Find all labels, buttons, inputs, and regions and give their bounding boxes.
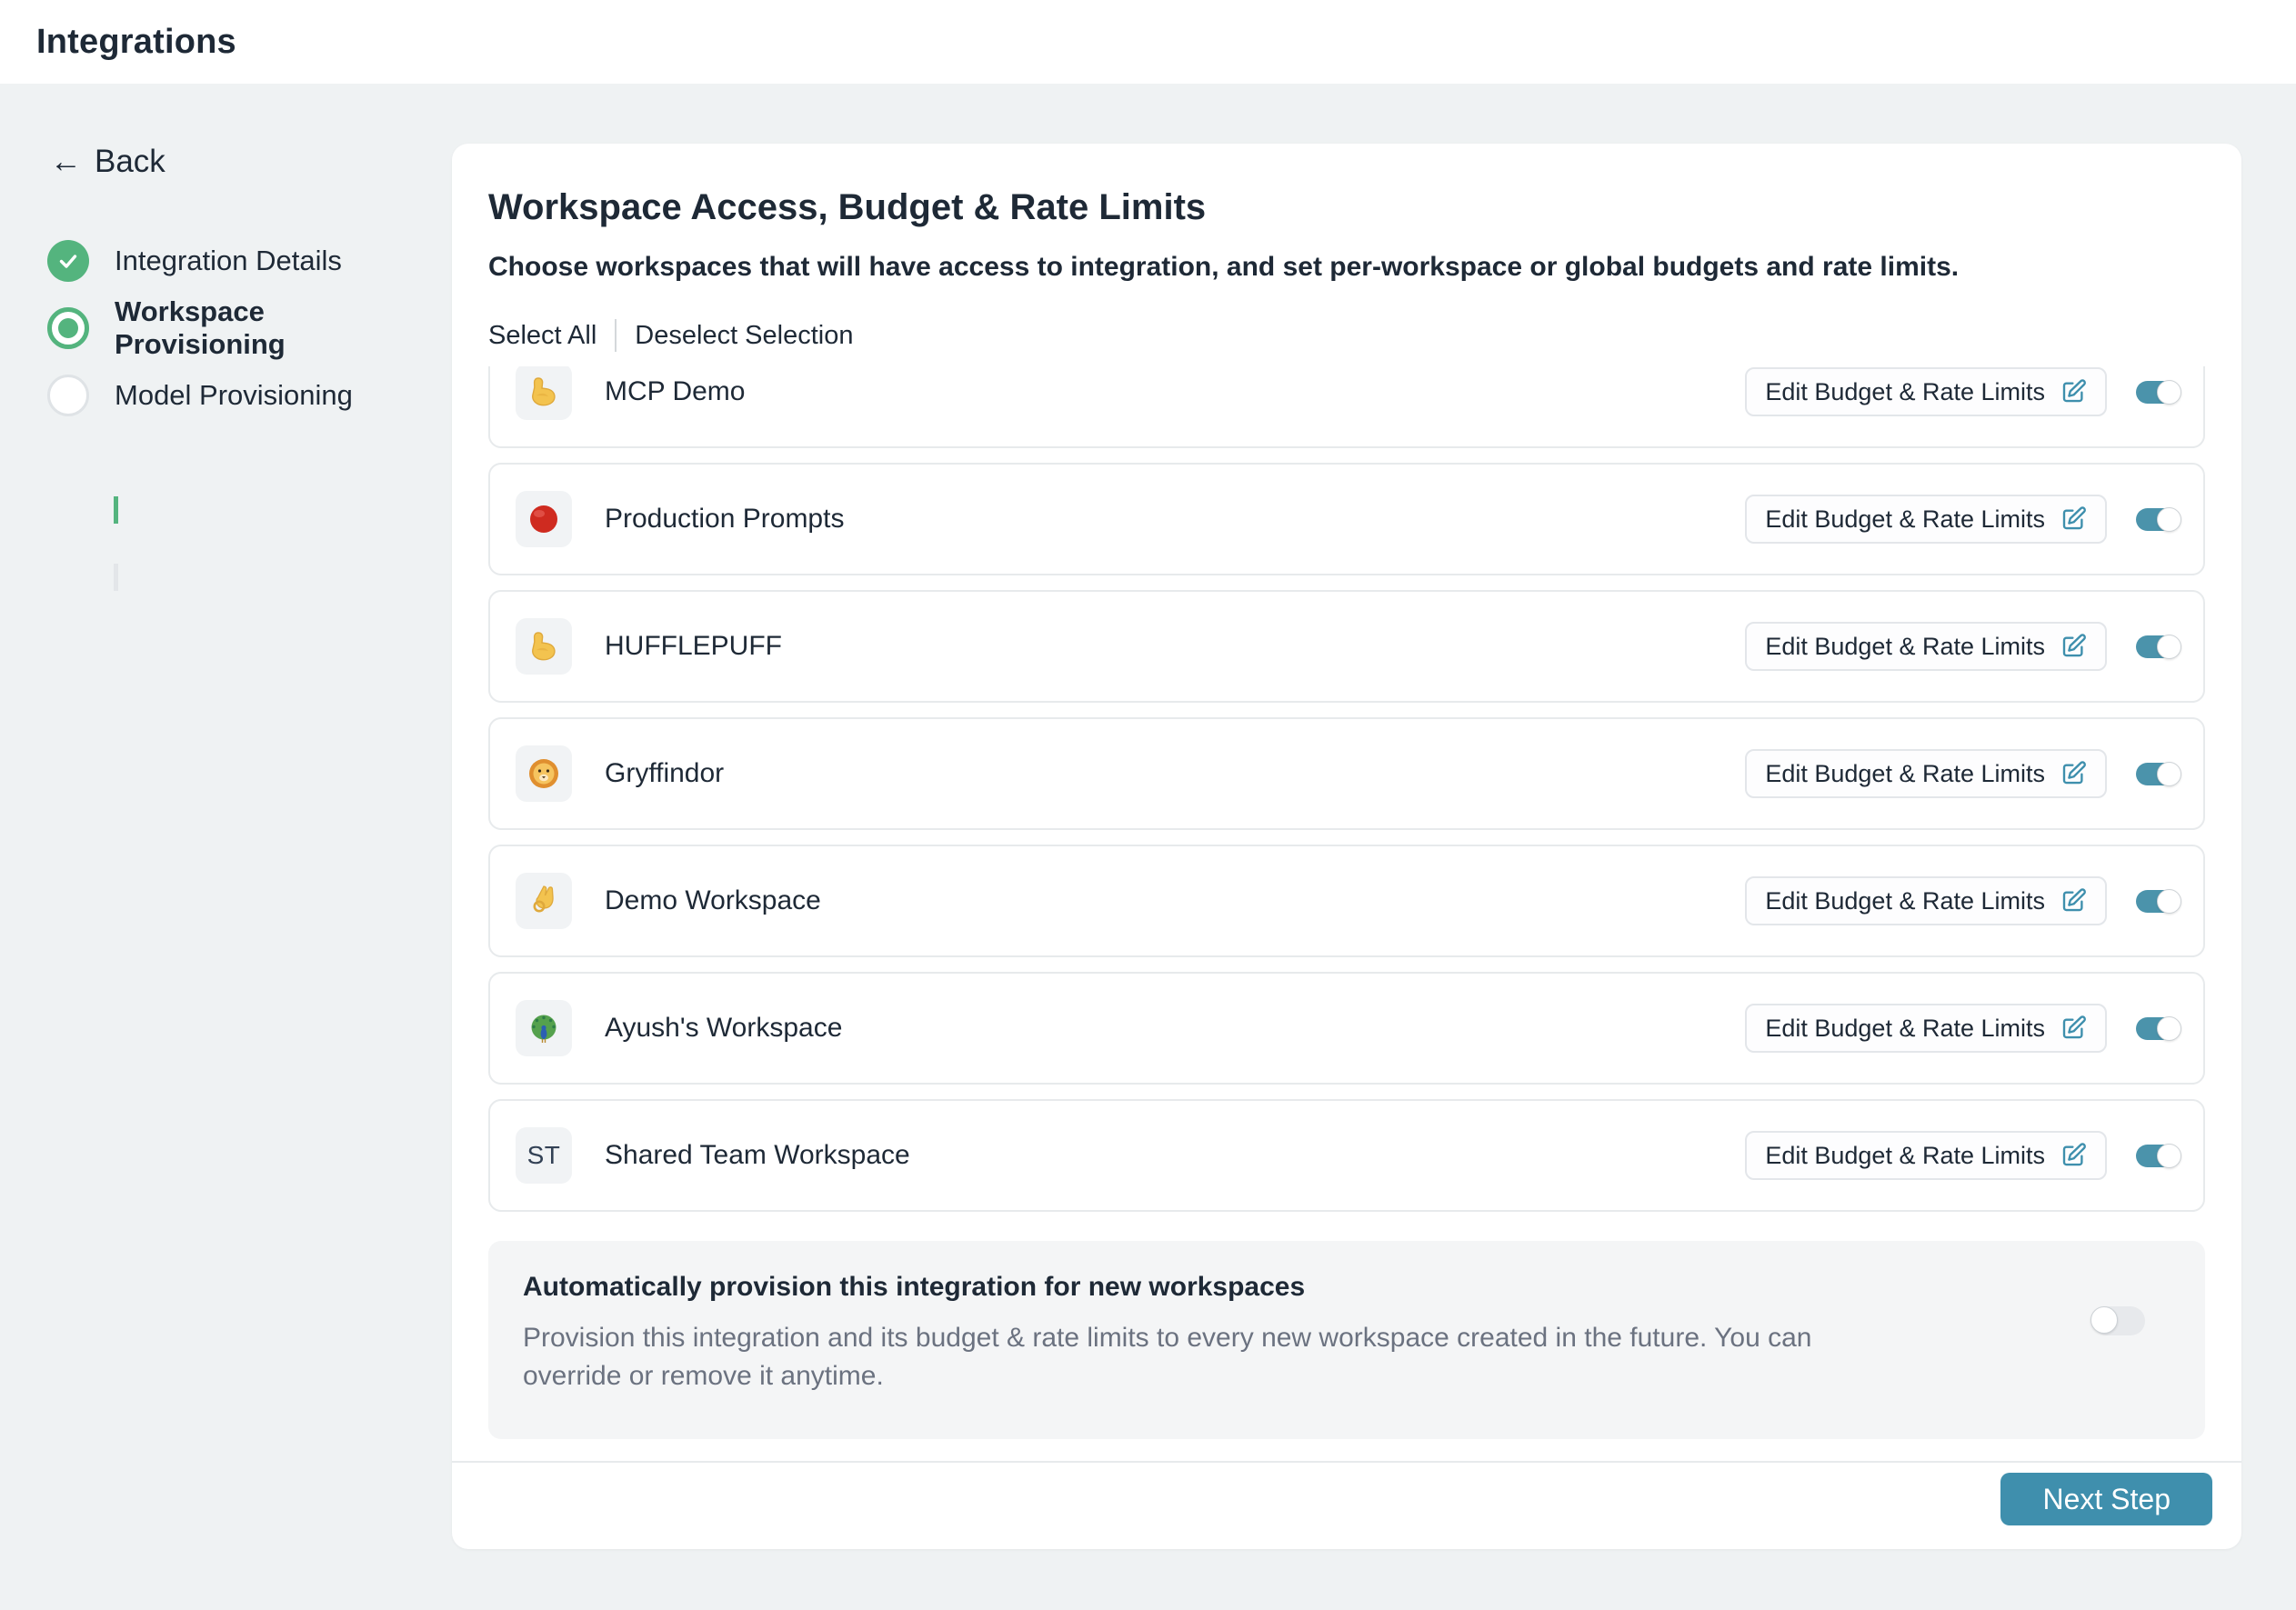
- auto-provision-title: Automatically provision this integration for new workspaces: [523, 1272, 1306, 1302]
- workspace-name: Demo Workspace: [605, 885, 821, 915]
- workspace-row: [488, 972, 2205, 1085]
- edit-pencil-square-icon: [2060, 505, 2087, 533]
- next-step-button[interactable]: Next Step: [2000, 1473, 2212, 1525]
- workspace-access-toggle[interactable]: [2136, 508, 2180, 531]
- toggle-knob: [2157, 1144, 2181, 1168]
- flexed-biceps-emoji: [516, 366, 572, 420]
- step-label: Integration Details: [115, 245, 342, 276]
- panel-title: Workspace Access, Budget & Rate Limits: [488, 187, 1207, 227]
- workspace-name: Shared Team Workspace: [605, 1140, 910, 1170]
- app-header: [0, 0, 2296, 84]
- peacock-emoji: [516, 1000, 572, 1056]
- toggle-knob: [2157, 1016, 2181, 1041]
- edit-pencil-square-icon: [2060, 378, 2087, 405]
- auto-provision-toggle[interactable]: [2092, 1306, 2145, 1335]
- flexed-biceps-emoji: [516, 618, 572, 675]
- step-connector-upcoming: [114, 564, 118, 591]
- page-title: Integrations: [36, 22, 236, 61]
- edit-budget-rate-limits-button[interactable]: [1745, 1131, 2107, 1180]
- edit-pencil-square-icon: [2060, 760, 2087, 787]
- workspace-list: [488, 366, 2205, 1212]
- step-connector-done: [114, 496, 118, 524]
- edit-pencil-square-icon: [2060, 1015, 2087, 1042]
- workspace-row: [488, 845, 2205, 957]
- step-label: Model Provisioning: [115, 379, 353, 411]
- wizard-stepper: [47, 227, 429, 429]
- workspace-row: [488, 366, 2205, 448]
- bulk-select-bar: [488, 319, 2205, 352]
- ok-hand-emoji: [516, 873, 572, 929]
- toggle-knob: [2157, 635, 2181, 659]
- toggle-knob: [2157, 889, 2181, 914]
- workspace-access-toggle[interactable]: [2136, 890, 2180, 913]
- step-workspace-provisioning[interactable]: [47, 295, 429, 362]
- edit-budget-rate-limits-button[interactable]: [1745, 1004, 2107, 1053]
- workspace-row: [488, 717, 2205, 830]
- workspace-row: [488, 590, 2205, 703]
- toggle-knob: [2090, 1306, 2118, 1334]
- workspace-name: Production Prompts: [605, 504, 845, 534]
- edit-budget-rate-limits-button[interactable]: [1745, 622, 2107, 671]
- edit-budget-rate-limits-button[interactable]: [1745, 495, 2107, 544]
- check-circle-icon: [47, 240, 89, 282]
- workspace-name: MCP Demo: [605, 376, 746, 406]
- red-circle-emoji: [516, 491, 572, 547]
- toggle-knob: [2157, 762, 2181, 786]
- workspace-access-toggle[interactable]: [2136, 763, 2180, 785]
- workspace-row: [488, 463, 2205, 575]
- edit-button-label: Edit Budget & Rate Limits: [1765, 632, 2045, 660]
- edit-pencil-square-icon: [2060, 1142, 2087, 1169]
- workspace-access-toggle[interactable]: [2136, 635, 2180, 658]
- radio-empty-icon: [47, 375, 89, 416]
- step-model-provisioning[interactable]: [47, 362, 429, 429]
- toggle-knob: [2157, 507, 2181, 532]
- edit-pencil-square-icon: [2060, 887, 2087, 915]
- edit-button-label: Edit Budget & Rate Limits: [1765, 759, 2045, 787]
- edit-button-label: Edit Budget & Rate Limits: [1765, 505, 2045, 533]
- toggle-knob: [2157, 380, 2181, 405]
- select-all-link[interactable]: Select All: [488, 320, 597, 350]
- lion-emoji: [516, 745, 572, 802]
- workspace-name: Gryffindor: [605, 758, 725, 788]
- step-label: Workspace Provisioning: [115, 295, 286, 360]
- edit-budget-rate-limits-button[interactable]: [1745, 876, 2107, 925]
- edit-button-label: Edit Budget & Rate Limits: [1765, 1014, 2045, 1042]
- edit-button-label: Edit Budget & Rate Limits: [1765, 1141, 2045, 1169]
- radio-current-icon: [47, 307, 89, 349]
- workspace-access-toggle[interactable]: [2136, 381, 2180, 404]
- edit-pencil-square-icon: [2060, 633, 2087, 660]
- back-label: Back: [95, 144, 165, 179]
- panel-subtitle: Choose workspaces that will have access to integration, and set per-workspace or global budgets and rate limits.: [488, 252, 1960, 282]
- auto-provision-description: Provision this integration and its budget & rate limits to every new workspace created in the future. You can override or remove it anytime.: [523, 1323, 1812, 1391]
- workspace-access-toggle[interactable]: [2136, 1017, 2180, 1040]
- workspace-row: [488, 1099, 2205, 1212]
- workspace-name: HUFFLEPUFF: [605, 631, 782, 661]
- deselect-selection-link[interactable]: Deselect Selection: [635, 320, 854, 350]
- edit-button-label: Edit Budget & Rate Limits: [1765, 886, 2045, 915]
- workspace-access-toggle[interactable]: [2136, 1145, 2180, 1167]
- back-link[interactable]: [50, 144, 165, 180]
- divider: [615, 319, 617, 352]
- edit-budget-rate-limits-button[interactable]: [1745, 749, 2107, 798]
- initials-avatar: ST: [516, 1127, 572, 1184]
- edit-button-label: Edit Budget & Rate Limits: [1765, 377, 2045, 405]
- auto-provision-section: [488, 1241, 2205, 1439]
- back-arrow-icon: ←: [50, 144, 82, 179]
- footer-divider: [452, 1461, 2241, 1463]
- workspace-provisioning-panel: [452, 144, 2241, 1549]
- step-integration-details[interactable]: [47, 227, 429, 295]
- edit-budget-rate-limits-button[interactable]: [1745, 367, 2107, 416]
- workspace-name: Ayush's Workspace: [605, 1013, 843, 1043]
